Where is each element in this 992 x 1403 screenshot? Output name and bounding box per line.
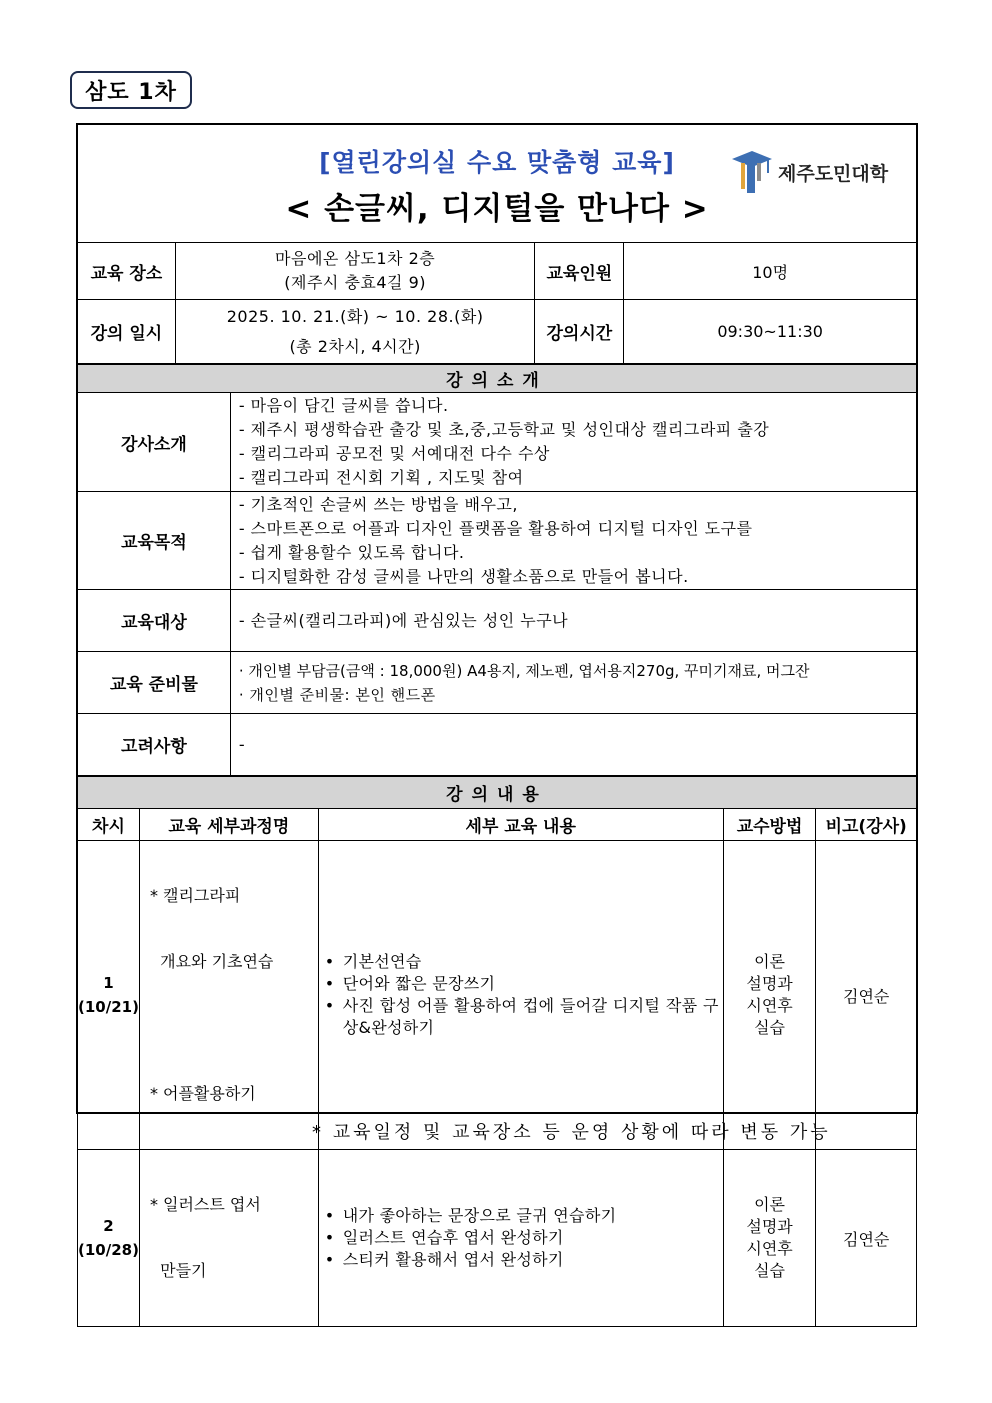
time-value: 09:30~11:30 bbox=[624, 300, 917, 364]
list-item: • 기본선연습 bbox=[323, 951, 719, 973]
course-line: * 캘리그라피 bbox=[149, 886, 241, 905]
course-name bbox=[139, 1150, 318, 1327]
course-line: 만들기 bbox=[149, 1261, 207, 1280]
method-line: 시연후 bbox=[746, 1239, 793, 1258]
table-row bbox=[78, 1150, 917, 1327]
list-item: • 일러스트 연습후 엽서 완성하기 bbox=[323, 1227, 719, 1249]
date-label: 강의 일시 bbox=[78, 300, 176, 364]
session-date: (10/28) bbox=[78, 1241, 139, 1259]
date-value bbox=[175, 300, 535, 364]
intro-text bbox=[230, 714, 916, 776]
course-name bbox=[139, 841, 318, 1150]
session-date: (10/21) bbox=[78, 998, 139, 1016]
intro-label: 교육대상 bbox=[78, 590, 231, 652]
intro-label: 교육 준비물 bbox=[78, 652, 231, 714]
info-table bbox=[77, 242, 917, 364]
intro-line: - 캘리그라피 전시회 기획 , 지도및 참여 bbox=[238, 468, 524, 487]
graduation-cap-icon bbox=[730, 149, 774, 195]
intro-line: - 마음이 담긴 글씨를 씁니다. bbox=[238, 396, 449, 415]
session-number: 2 bbox=[103, 1217, 114, 1235]
place-label: 교육 장소 bbox=[78, 243, 176, 300]
method-line: 설명과 bbox=[746, 974, 793, 993]
section-tag: 삼도 1차 bbox=[70, 71, 192, 109]
content-table bbox=[77, 776, 917, 1327]
method-line: 이론 bbox=[754, 1195, 786, 1214]
time-label: 강의시간 bbox=[535, 300, 624, 364]
logo-text: 제주도민대학 bbox=[778, 162, 889, 185]
session-number: 1 bbox=[103, 974, 114, 992]
column-header: 세부 교육 내용 bbox=[318, 809, 723, 841]
course-line: * 일러스트 엽서 bbox=[149, 1195, 261, 1214]
column-header: 차시 bbox=[78, 809, 140, 841]
detail-cell bbox=[318, 1150, 723, 1327]
column-header: 교육 세부과정명 bbox=[139, 809, 318, 841]
intro-line: - 디지털화한 감성 글씨를 나만의 생활소품으로 만들어 봅니다. bbox=[238, 566, 689, 586]
instructor-cell: 김연순 bbox=[816, 1150, 917, 1327]
method-line: 실습 bbox=[754, 1261, 786, 1280]
intro-text bbox=[230, 590, 916, 652]
intro-text bbox=[230, 652, 916, 714]
intro-line: - 스마트폰으로 어플과 디자인 플랫폼을 활용하여 디지털 디자인 도구를 bbox=[238, 518, 753, 538]
document-title: < 손글씨, 디지털을 만나다 > bbox=[285, 191, 709, 227]
column-header: 비고(강사) bbox=[816, 809, 917, 841]
date-line: 2025. 10. 21.(화) ~ 10. 28.(화) bbox=[226, 306, 484, 326]
intro-line: - 제주시 평생학습관 출강 및 초,중,고등학교 및 성인대상 캘리그라피 출강 bbox=[238, 420, 770, 439]
list-item: • 스티커 활용해서 엽서 완성하기 bbox=[323, 1249, 719, 1271]
method-line: 실습 bbox=[754, 1018, 786, 1037]
method-line: 이론 bbox=[754, 952, 786, 971]
university-logo bbox=[730, 149, 888, 195]
intro-text bbox=[230, 492, 916, 590]
method-line: 시연후 bbox=[746, 996, 793, 1015]
session-cell bbox=[78, 841, 140, 1150]
intro-line: · 개인별 부담금(금액 : 18,000원) A4용지, 제노펜, 엽서용지270g, 꾸미기재료, 머그잔 bbox=[238, 661, 810, 680]
course-line: 개요와 기초연습 bbox=[149, 952, 274, 971]
table-row bbox=[78, 841, 917, 1150]
session-cell bbox=[78, 1150, 140, 1327]
method-cell bbox=[723, 1150, 816, 1327]
intro-line: · 개인별 준비물: 본인 핸드폰 bbox=[238, 685, 436, 704]
intro-line: - 기초적인 손글씨 쓰는 방법을 배우고, bbox=[238, 494, 518, 514]
instructor-cell: 김연순 bbox=[816, 841, 917, 1150]
intro-line: - 쉽게 활용할수 있도록 합니다. bbox=[238, 542, 465, 562]
intro-label: 강사소개 bbox=[78, 393, 231, 492]
course-line bbox=[150, 1017, 318, 1039]
date-line: (총 2차시, 4시간) bbox=[289, 336, 421, 356]
intro-line: - bbox=[238, 734, 246, 754]
intro-label: 교육목적 bbox=[78, 492, 231, 590]
place-line: (제주시 충효4길 9) bbox=[284, 273, 427, 292]
intro-line: - 손글씨(캘리그라피)에 관심있는 성인 누구나 bbox=[238, 610, 569, 630]
footnote: * 교육일정 및 교육장소 등 운영 상황에 따라 변동 가능 bbox=[312, 1122, 831, 1143]
method-line: 설명과 bbox=[746, 1217, 793, 1236]
list-item: • 단어와 짧은 문장쓰기 bbox=[323, 973, 719, 995]
document-subtitle: [열린강의실 수요 맞춤형 교육] bbox=[319, 148, 675, 177]
document-header bbox=[78, 125, 916, 243]
list-item: • 사진 합성 어플 활용하여 컵에 들어갈 디지털 작품 구상&완성하기 bbox=[323, 995, 719, 1039]
column-header: 교수방법 bbox=[723, 809, 816, 841]
intro-table bbox=[77, 364, 917, 776]
list-item: • 내가 좋아하는 문장으로 글귀 연습하기 bbox=[323, 1205, 719, 1227]
detail-cell bbox=[318, 841, 723, 1150]
people-value: 10명 bbox=[624, 243, 917, 300]
intro-bar: 강의소개 bbox=[78, 365, 917, 393]
intro-text bbox=[230, 393, 916, 492]
place-line: 마음에온 삼도1차 2층 bbox=[275, 249, 436, 268]
intro-line: - 캘리그라피 공모전 및 서예대전 다수 수상 bbox=[238, 444, 550, 463]
method-cell bbox=[723, 841, 816, 1150]
people-label: 교육인원 bbox=[535, 243, 624, 300]
place-value bbox=[175, 243, 535, 300]
content-bar: 강의내용 bbox=[78, 777, 917, 809]
course-line: * 어플활용하기 bbox=[149, 1084, 256, 1103]
intro-label: 고려사항 bbox=[78, 714, 231, 776]
